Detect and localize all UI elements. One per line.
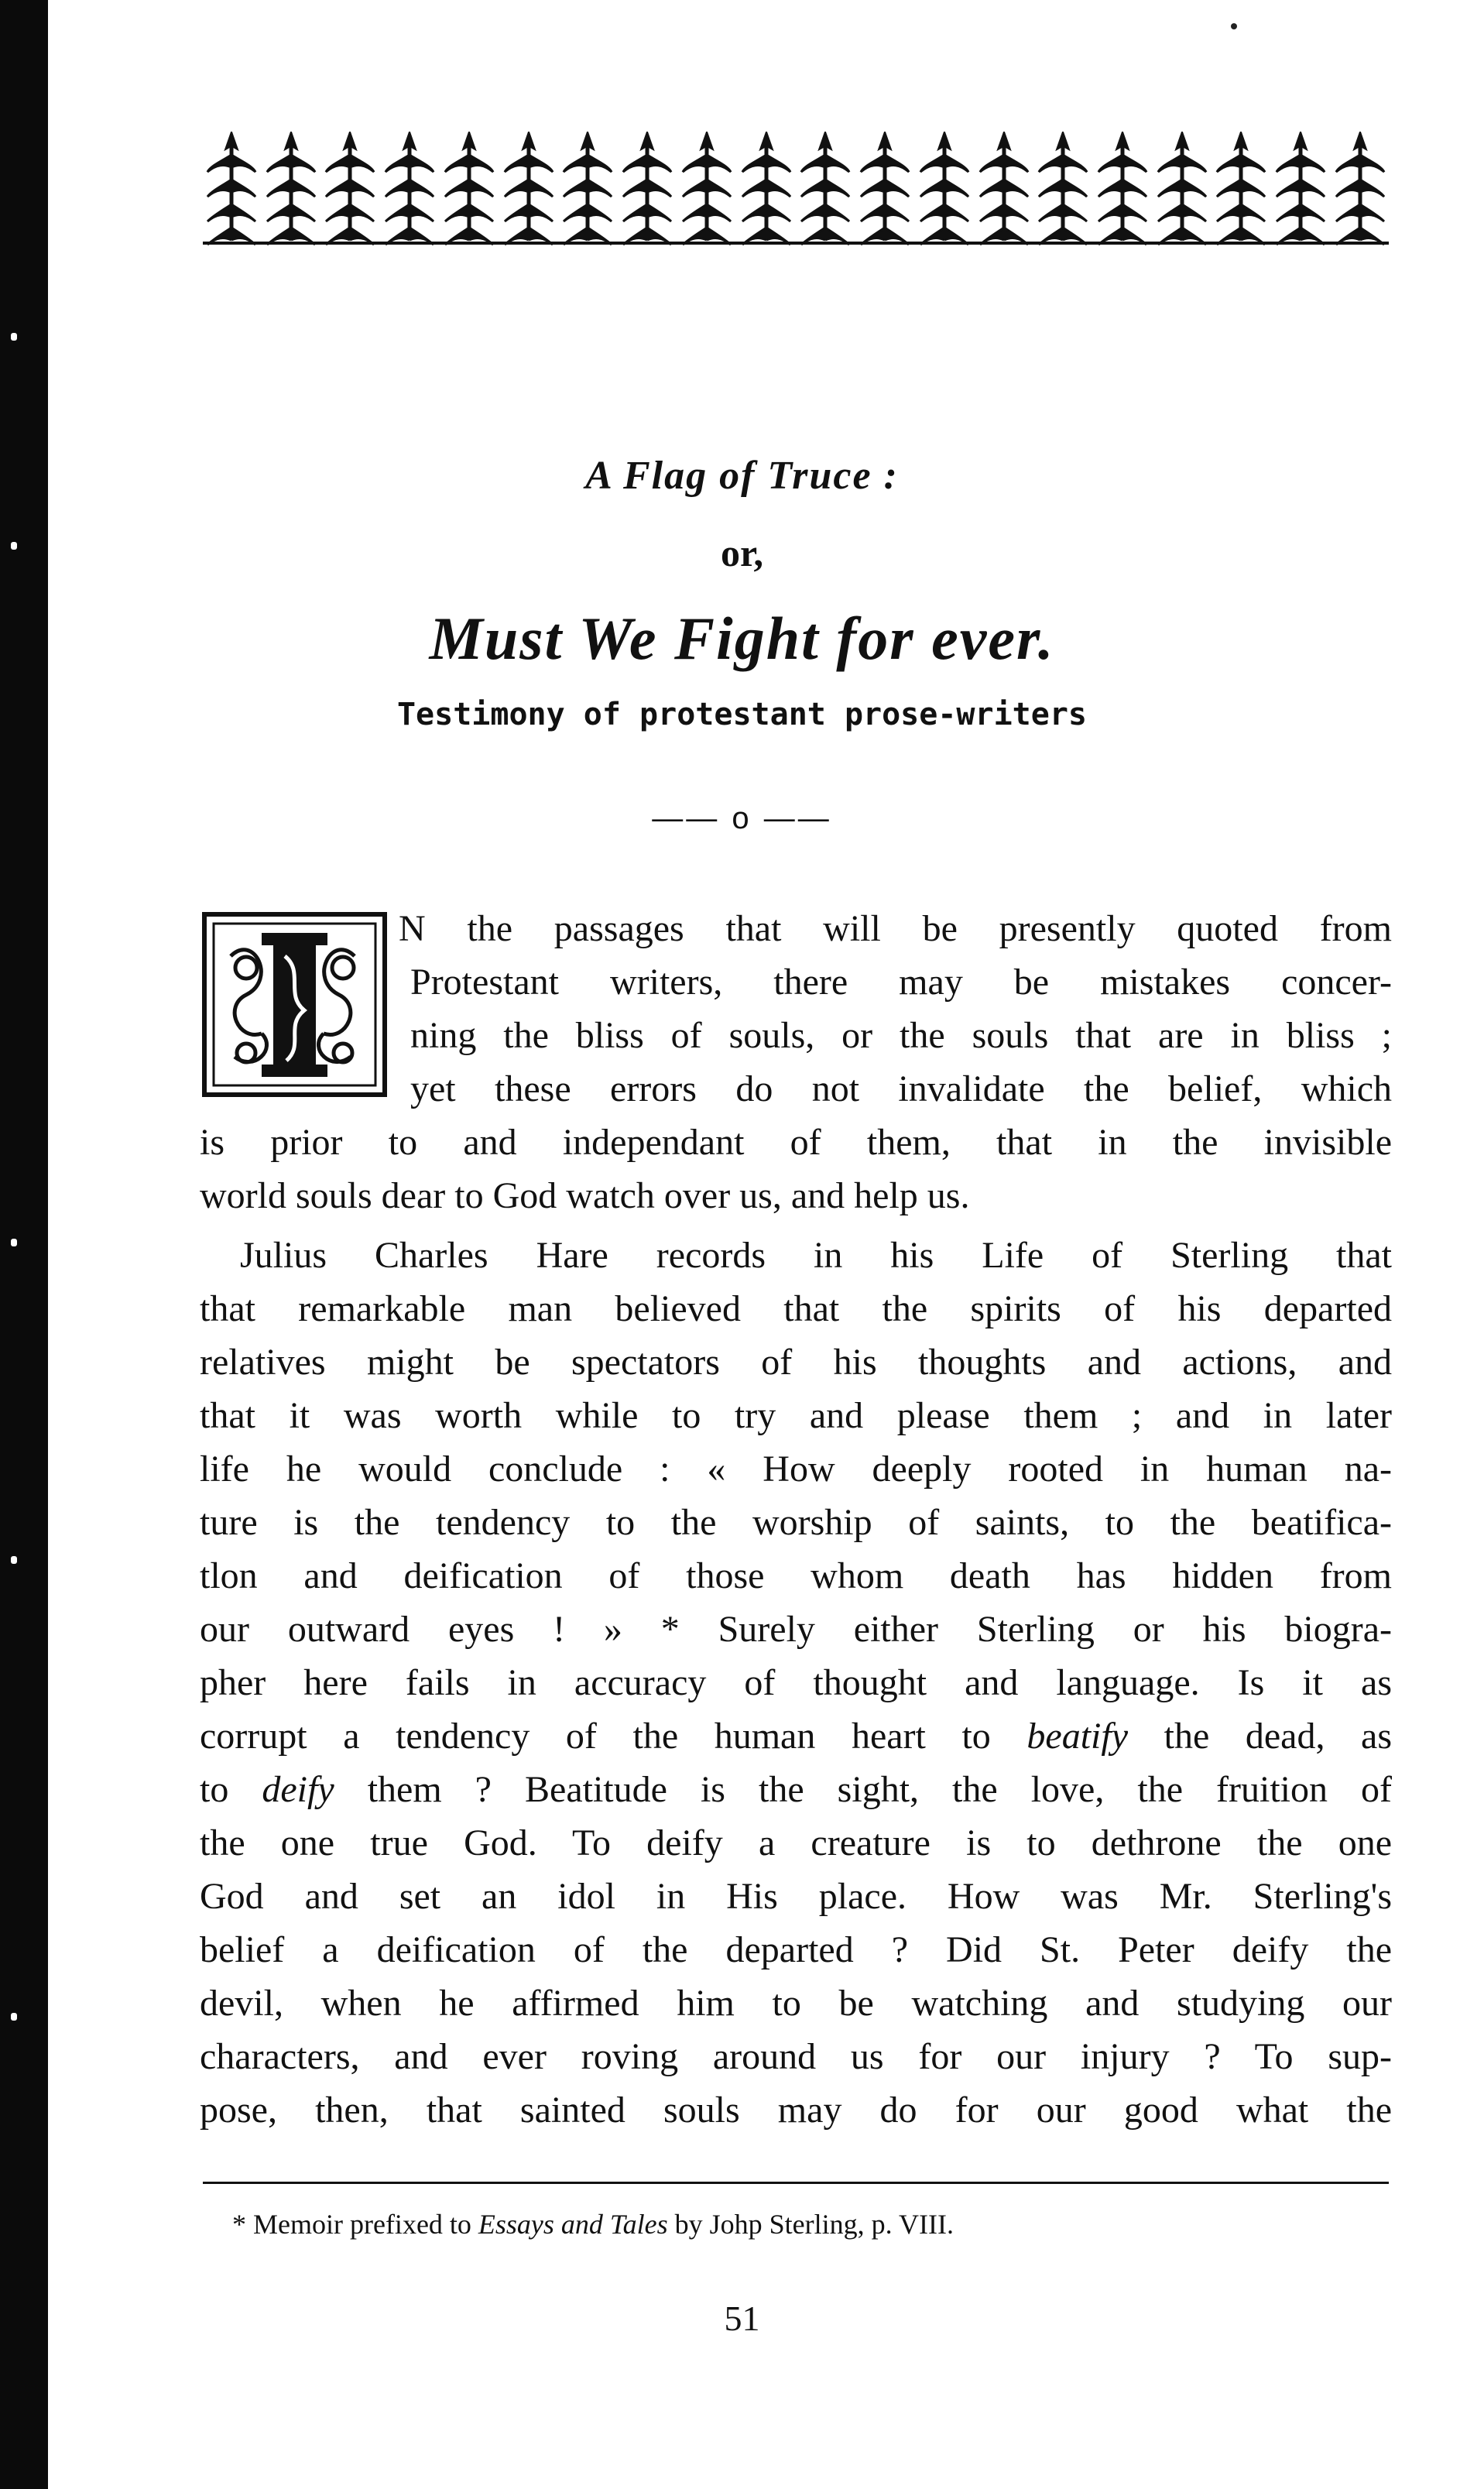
- fleuron-icon: [856, 132, 913, 248]
- book-binding-edge: [0, 0, 48, 2489]
- speck: [1231, 23, 1237, 29]
- title-line-2: or,: [720, 531, 764, 574]
- fleuron-icon: [1331, 132, 1389, 248]
- body-line: ture is the tendency to the worship of saints, to the beatifica-: [200, 1502, 1392, 1543]
- fleuron-icon: [678, 132, 735, 248]
- body-line: characters, and ever roving around us for our injury ? To sup-: [200, 2036, 1392, 2077]
- footnote-marker: *: [232, 2209, 246, 2240]
- emphasis-beatify: beatify: [1026, 1716, 1129, 1757]
- fleuron-icon: [381, 132, 438, 248]
- body-text: the dead, as: [1164, 1716, 1392, 1757]
- body-line: [200, 1765, 1392, 1815]
- fleuron-icon: [559, 132, 616, 248]
- fleuron-border: [203, 132, 1389, 248]
- fleuron-icon: [916, 132, 973, 248]
- fleuron-icon: [1272, 132, 1329, 248]
- fleuron-icon: [1034, 132, 1092, 248]
- emphasis-deify: deify: [262, 1769, 334, 1810]
- body-line: that it was worth while to try and please them ; and in later: [200, 1395, 1392, 1436]
- section-divider: —— o ——: [652, 801, 832, 835]
- body-text: them ? Beatitude is the sight, the love, the fruition of: [367, 1769, 1392, 1810]
- subtitle: Testimony of protestant prose-writers: [396, 697, 1088, 732]
- footnote-text: Memoir prefixed to: [253, 2209, 471, 2240]
- fleuron-icon: [203, 132, 260, 248]
- header-rule: [203, 242, 1389, 245]
- fleuron-icon: [1212, 132, 1270, 248]
- body-line: Protestant writers, there may be mistakes concer-: [410, 962, 1392, 1003]
- body-line: the one true God. To deify a creature is to dethrone the one: [200, 1822, 1392, 1863]
- title-line-3: Must We Fight for ever.: [429, 605, 1055, 672]
- fleuron-icon: [619, 132, 676, 248]
- fleuron-icon: [262, 132, 320, 248]
- body-line: yet these errors do not invalidate the belief, which: [410, 1068, 1392, 1109]
- fleuron-icon: [1153, 132, 1211, 248]
- body-line: Julius Charles Hare records in his Life of Sterling that: [240, 1235, 1392, 1276]
- body-line: ning the bliss of souls, or the souls that are in bliss ;: [410, 1015, 1392, 1056]
- body-text: corrupt a tendency of the human heart to: [200, 1716, 991, 1757]
- body-line: world souls dear to God watch over us, and help us.: [200, 1175, 970, 1216]
- body-line: our outward eyes ! » * Surely either Sterling or his biogra-: [200, 1609, 1392, 1650]
- body-line: that remarkable man believed that the spirits of his departed: [200, 1288, 1392, 1329]
- fleuron-icon: [738, 132, 795, 248]
- fleuron-icon: [440, 132, 498, 248]
- body-line: [200, 1712, 1392, 1761]
- footnote-book-title: Essays and Tales: [478, 2209, 668, 2240]
- body-line: devil, when he affirmed him to be watching and studying our: [200, 1983, 1392, 2024]
- body-line: pose, then, that sainted souls may do for our good what the: [200, 2090, 1392, 2131]
- body-line: tlon and deification of those whom death has hidden from: [200, 1555, 1392, 1596]
- body-line: life he would conclude : « How deeply rooted in human na-: [200, 1448, 1392, 1490]
- body-line: N the passages that will be presently quoted from: [399, 908, 1392, 949]
- body-line: relatives might be spectators of his thoughts and actions, and: [200, 1342, 1392, 1383]
- fleuron-icon: [797, 132, 854, 248]
- decorated-initial: [200, 910, 389, 1099]
- title-line-1: A Flag of Truce :: [585, 454, 899, 498]
- fleuron-icon: [1094, 132, 1151, 248]
- body-line: pher here fails in accuracy of thought and language. Is it as: [200, 1662, 1392, 1703]
- fleuron-icon: [975, 132, 1033, 248]
- fleuron-icon: [321, 132, 379, 248]
- footnote-text: by Johp Sterling, p. VIII.: [674, 2209, 954, 2240]
- fleuron-icon: [500, 132, 557, 248]
- footnote-rule: [203, 2182, 1389, 2184]
- body-text: to: [200, 1769, 229, 1810]
- body-line: belief a deification of the departed ? Did St. Peter deify the: [200, 1929, 1392, 1970]
- body-line: God and set an idol in His place. How was Mr. Sterling's: [200, 1876, 1392, 1917]
- footnote: [232, 2208, 954, 2240]
- body-line: is prior to and independant of them, that in the invisible: [200, 1122, 1392, 1163]
- page-number: 51: [724, 2299, 760, 2338]
